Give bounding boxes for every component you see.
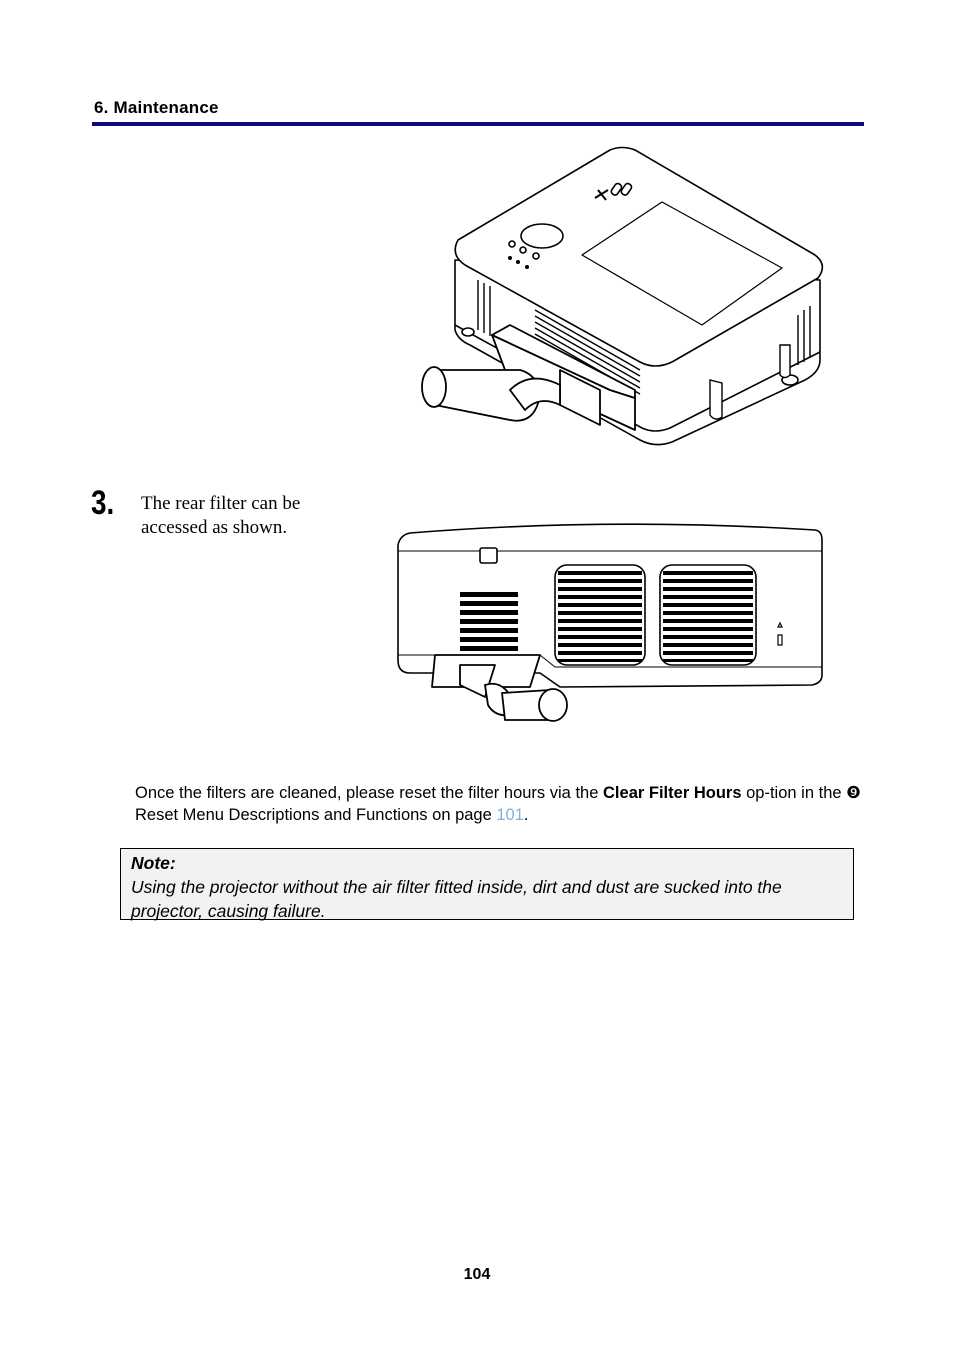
- step-text-line-2: accessed as shown.: [141, 517, 288, 538]
- step-text-line-1: The rear filter can be: [141, 493, 301, 514]
- step-description: [141, 492, 341, 540]
- para-text-end: .: [523, 806, 529, 824]
- para-text-after: Reset Menu Descriptions and Functions on page: [135, 806, 497, 824]
- section-divider: [92, 122, 864, 126]
- page-101-link[interactable]: 101: [496, 806, 524, 824]
- para-text-before: Once the filters are cleaned, please reset the filter hours via the: [135, 784, 604, 802]
- note-title: Note:: [131, 853, 176, 873]
- cleaning-instructions-paragraph: [135, 782, 861, 826]
- section-title: 6. Maintenance: [94, 98, 219, 117]
- bullet-nine-icon: ❾: [846, 784, 861, 802]
- note-box: [120, 848, 854, 920]
- page-number: 104: [463, 1266, 491, 1283]
- projector-side-illustration: [390, 515, 830, 725]
- para-text-middle: op-tion in the: [741, 784, 847, 802]
- clear-filter-hours-term: Clear Filter Hours: [603, 784, 742, 802]
- note-body: Using the projector without the air filter fitted inside, dirt and dust are sucked into the projector, causing failure.: [131, 877, 782, 921]
- projector-top-illustration: [410, 140, 830, 455]
- step-number: 3.: [91, 484, 115, 522]
